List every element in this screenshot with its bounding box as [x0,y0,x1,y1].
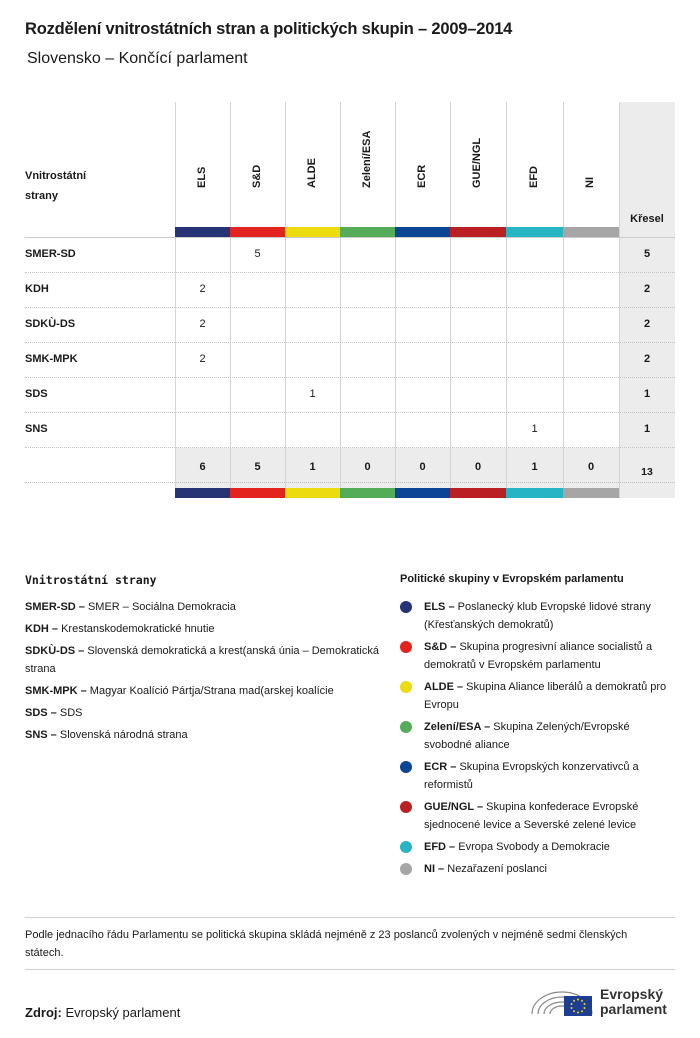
group-header-efd: EFD [527,166,540,188]
seat-count-cell: 5 [254,248,261,260]
group-color-bar-bottom [563,488,619,498]
group-color-dot-icon [400,601,412,613]
group-header-s-d: S&D [250,164,263,188]
group-color-bar-top [395,227,450,237]
party-legend-item [25,642,385,678]
group-color-bar-bottom [175,488,230,498]
group-color-bar-top [563,227,619,237]
group-header-ecr: ECR [415,164,428,188]
groups-legend-title: Politické skupiny v Evropském parlamentu [400,573,624,585]
party-legend-abbr: KDH – [25,623,59,635]
group-header-alde: ALDE [305,158,318,188]
group-legend-item [400,838,680,856]
grid-line-horizontal [25,447,675,448]
seat-count-cell: 2 [199,283,206,295]
group-legend-abbr: Zelení/ESA – [424,721,491,733]
row-total-seats: 5 [643,248,651,260]
divider [25,969,675,970]
group-legend-abbr: ECR – [424,761,457,773]
source-value: Evropský parlament [65,1005,181,1020]
grid-line-vertical [619,102,620,498]
logo-line-1: Evropský [600,986,664,1002]
grid-line-vertical [506,102,507,498]
group-color-bar-bottom [395,488,450,498]
party-legend-abbr: SNS – [25,729,57,741]
groups-legend [400,598,680,882]
group-header-els: ELS [195,166,208,188]
group-legend-name: Poslanecký klub Evropské lidové strany (Křesťanských demokratů) [424,601,651,631]
group-legend-name: Skupina Aliance liberálů a demokratů pro Evropu [424,681,667,711]
group-legend-abbr: ALDE – [424,681,464,693]
party-legend-abbr: SMER-SD – [25,601,85,613]
party-legend-abbr: SDKÙ-DS – [25,645,85,657]
divider [25,917,675,918]
party-legend-name: Krestanskodemokratické hnutie [58,623,215,635]
party-legend-name: Slovenská národná strana [56,729,188,741]
grid-line-horizontal [25,482,675,483]
seat-count-cell: 2 [199,318,206,330]
group-total: 1 [531,461,538,473]
seat-count-cell: 2 [199,353,206,365]
group-legend-item [400,718,680,754]
grid-line-vertical [563,102,564,498]
group-color-bar-top [230,227,285,237]
party-legend-item [25,704,385,722]
party-row-label: SMER-SD [25,248,76,260]
party-legend-item [25,620,385,638]
group-color-dot-icon [400,863,412,875]
row-total-seats: 1 [643,423,651,435]
grid-line-vertical [175,102,176,498]
party-row-label: KDH [25,283,49,295]
group-legend-item [400,860,680,878]
group-header-zelen--esa: Zelení/ESA [360,130,373,188]
grid-line-vertical [450,102,451,498]
grid-line-horizontal [25,307,675,308]
group-color-dot-icon [400,641,412,653]
group-legend-name: Skupina Evropských konzervativců a reformistů [424,761,639,791]
group-color-dot-icon [400,681,412,693]
party-legend-item [25,682,385,700]
grid-line-vertical [285,102,286,498]
group-legend-abbr: ELS – [424,601,455,613]
grand-total-seats: 13 [641,466,653,478]
group-color-bar-bottom [230,488,285,498]
group-legend-item [400,598,680,634]
group-total: 6 [199,461,206,473]
group-color-dot-icon [400,841,412,853]
parties-legend-title: Vnitrostátní strany [25,573,157,587]
row-total-seats: 2 [643,353,651,365]
party-row-label: SDKÙ-DS [25,318,76,330]
group-legend-abbr: NI – [424,863,445,875]
group-color-dot-icon [400,801,412,813]
parties-legend [25,598,385,748]
chart-title: Rozdělení vnitrostátních stran a politických skupin – 2009–2014 [25,20,513,38]
grid-line-horizontal [25,377,675,378]
grid-line-vertical [230,102,231,498]
logo-text [600,987,667,1017]
party-legend-abbr: SMK-MPK – [25,685,87,697]
group-color-bar-top [175,227,230,237]
group-color-dot-icon [400,761,412,773]
row-total-seats: 2 [643,283,651,295]
row-total-seats: 1 [643,388,651,400]
group-color-bar-bottom [285,488,340,498]
group-total: 0 [587,461,595,473]
group-legend-name: Skupina progresivní aliance socialistů a demokratů v Evropském parlamentu [424,641,653,671]
group-legend-item [400,638,680,674]
group-color-bar-top [340,227,395,237]
seat-count-cell: 1 [531,423,538,435]
seats-column-background [619,102,675,498]
source-label: Zdroj: [25,1005,62,1020]
group-header-gue-ngl: GUE/NGL [471,137,483,188]
seats-header: Křesel [630,213,664,225]
group-legend-abbr: S&D – [424,641,457,653]
group-color-bar-bottom [506,488,563,498]
grid-line-horizontal [25,272,675,273]
group-color-bar-top [285,227,340,237]
row-header: Vnitrostátní strany [25,170,87,202]
group-color-bar-top [506,227,563,237]
group-total: 1 [309,461,316,473]
group-total: 0 [364,461,371,473]
party-legend-item [25,598,385,616]
group-legend-name: Skupina konfederace Evropské sjednocené levice a Severské zelené levice [424,801,639,831]
party-legend-name: SMER – Sociálna Demokracia [84,601,236,613]
group-total: 0 [419,461,426,473]
seat-count-cell: 1 [309,388,316,400]
group-total: 5 [254,461,261,473]
grid-line-horizontal [25,342,675,343]
group-header-ni: NI [584,177,596,188]
logo-line-2: parlament [600,1001,667,1017]
row-total-seats: 2 [643,318,651,330]
source [25,1005,180,1020]
group-legend-abbr: EFD – [424,841,456,853]
group-color-bar-top [450,227,506,237]
group-color-dot-icon [400,721,412,733]
party-legend-name: SDS [56,707,83,719]
group-legend-name: Nezařazení poslanci [444,863,547,875]
grid-line-vertical [395,102,396,498]
party-legend-name: Slovenská demokratická a krest(anská únia – Demokratická strana [25,645,379,675]
party-legend-item [25,726,385,744]
party-row-label: SDS [25,388,48,400]
group-color-bar-bottom [340,488,395,498]
grid-line-vertical [340,102,341,498]
group-legend-name: Evropa Svobody a Demokracie [455,841,610,853]
group-legend-item [400,678,680,714]
party-row-label: SNS [25,423,48,435]
group-total: 0 [474,461,482,473]
group-legend-item [400,798,680,834]
party-legend-abbr: SDS – [25,707,57,719]
chart-subtitle: Slovensko – Končící parlament [27,50,248,67]
footnote: Podle jednacího řádu Parlamentu se politická skupina skládá nejméně z 23 poslanců zvolených v nejméně sedmi členských státech. [25,929,628,959]
grid-line-horizontal [25,237,675,238]
party-row-label: SMK-MPK [25,353,78,365]
party-legend-name: Magyar Koalíció Pártja/Strana mad(arskej koalície [86,685,334,697]
group-legend-name: Skupina Zelených/Evropské svobodné aliance [424,721,630,751]
group-color-bar-bottom [450,488,506,498]
group-legend-abbr: GUE/NGL – [424,801,484,813]
group-legend-item [400,758,680,794]
grid-line-horizontal [25,412,675,413]
